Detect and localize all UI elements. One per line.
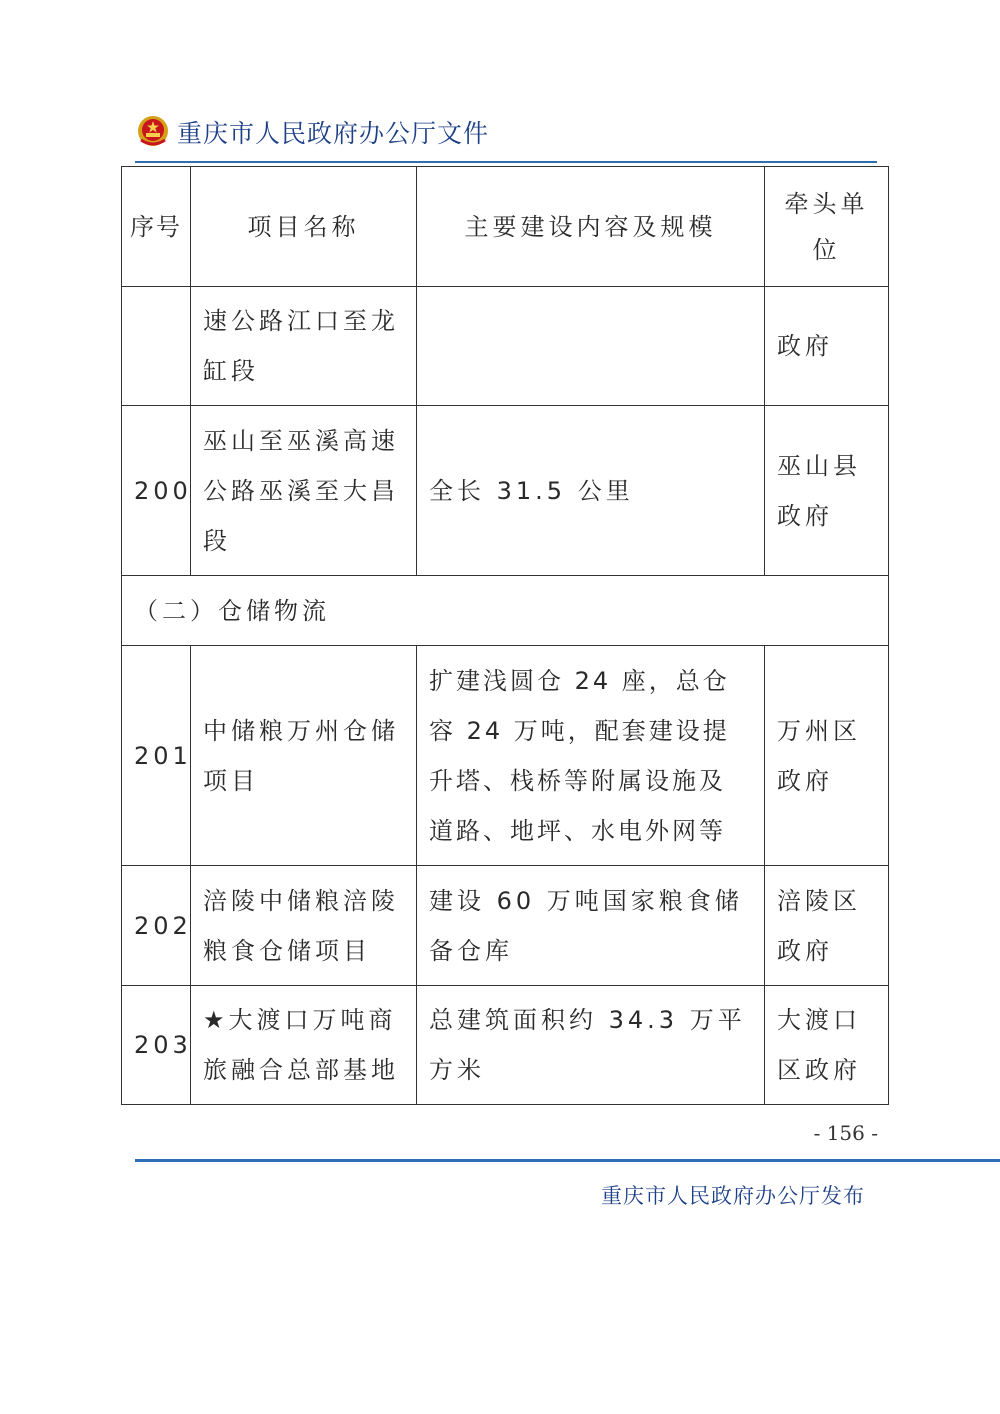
project-content: 扩建浅圆仓 24 座，总仓容 24 万吨，配套建设提升塔、栈桥等附属设施及道路、地坪、水电外网等 (417, 646, 765, 866)
row-number: 203 (122, 986, 191, 1105)
column-header-lead: 牵头单位 (765, 167, 889, 287)
column-header-no: 序号 (122, 167, 191, 287)
project-content: 建设 60 万吨国家粮食储备仓库 (417, 866, 765, 986)
document-header (135, 110, 489, 154)
table-header-row (122, 167, 889, 287)
project-name: 中储粮万州仓储项目 (191, 646, 417, 866)
project-table (121, 166, 889, 1105)
project-name: 速公路江口至龙缸段 (191, 287, 417, 406)
table-row (122, 986, 889, 1105)
header-title: 重庆市人民政府办公厅文件 (177, 119, 490, 148)
project-name: ★大渡口万吨商旅融合总部基地 (191, 986, 417, 1105)
lead-unit: 政府 (765, 287, 889, 406)
column-header-name: 项目名称 (191, 167, 417, 287)
lead-unit: 巫山县政府 (765, 406, 889, 576)
header-divider (135, 161, 877, 163)
national-emblem-icon (135, 114, 171, 150)
lead-unit: 涪陵区政府 (765, 866, 889, 986)
table-row (122, 866, 889, 986)
project-content: 全长 31.5 公里 (417, 406, 765, 576)
table-row (122, 646, 889, 866)
lead-unit: 大渡口区政府 (765, 986, 889, 1105)
publisher-footer: 重庆市人民政府办公厅发布 (601, 1184, 865, 1208)
project-content (417, 287, 765, 406)
project-content: 总建筑面积约 34.3 万平方米 (417, 986, 765, 1105)
section-title: （二）仓储物流 (122, 576, 889, 646)
row-number: 202 (122, 866, 191, 986)
table-row (122, 287, 889, 406)
footer-divider (135, 1159, 1000, 1162)
row-number (122, 287, 191, 406)
project-name: 涪陵中储粮涪陵粮食仓储项目 (191, 866, 417, 986)
table-row (122, 406, 889, 576)
lead-unit: 万州区政府 (765, 646, 889, 866)
column-header-content: 主要建设内容及规模 (417, 167, 765, 287)
row-number: 200 (122, 406, 191, 576)
project-name: 巫山至巫溪高速公路巫溪至大昌段 (191, 406, 417, 576)
section-row (122, 576, 889, 646)
page-number: - 156 - (813, 1121, 878, 1145)
row-number: 201 (122, 646, 191, 866)
